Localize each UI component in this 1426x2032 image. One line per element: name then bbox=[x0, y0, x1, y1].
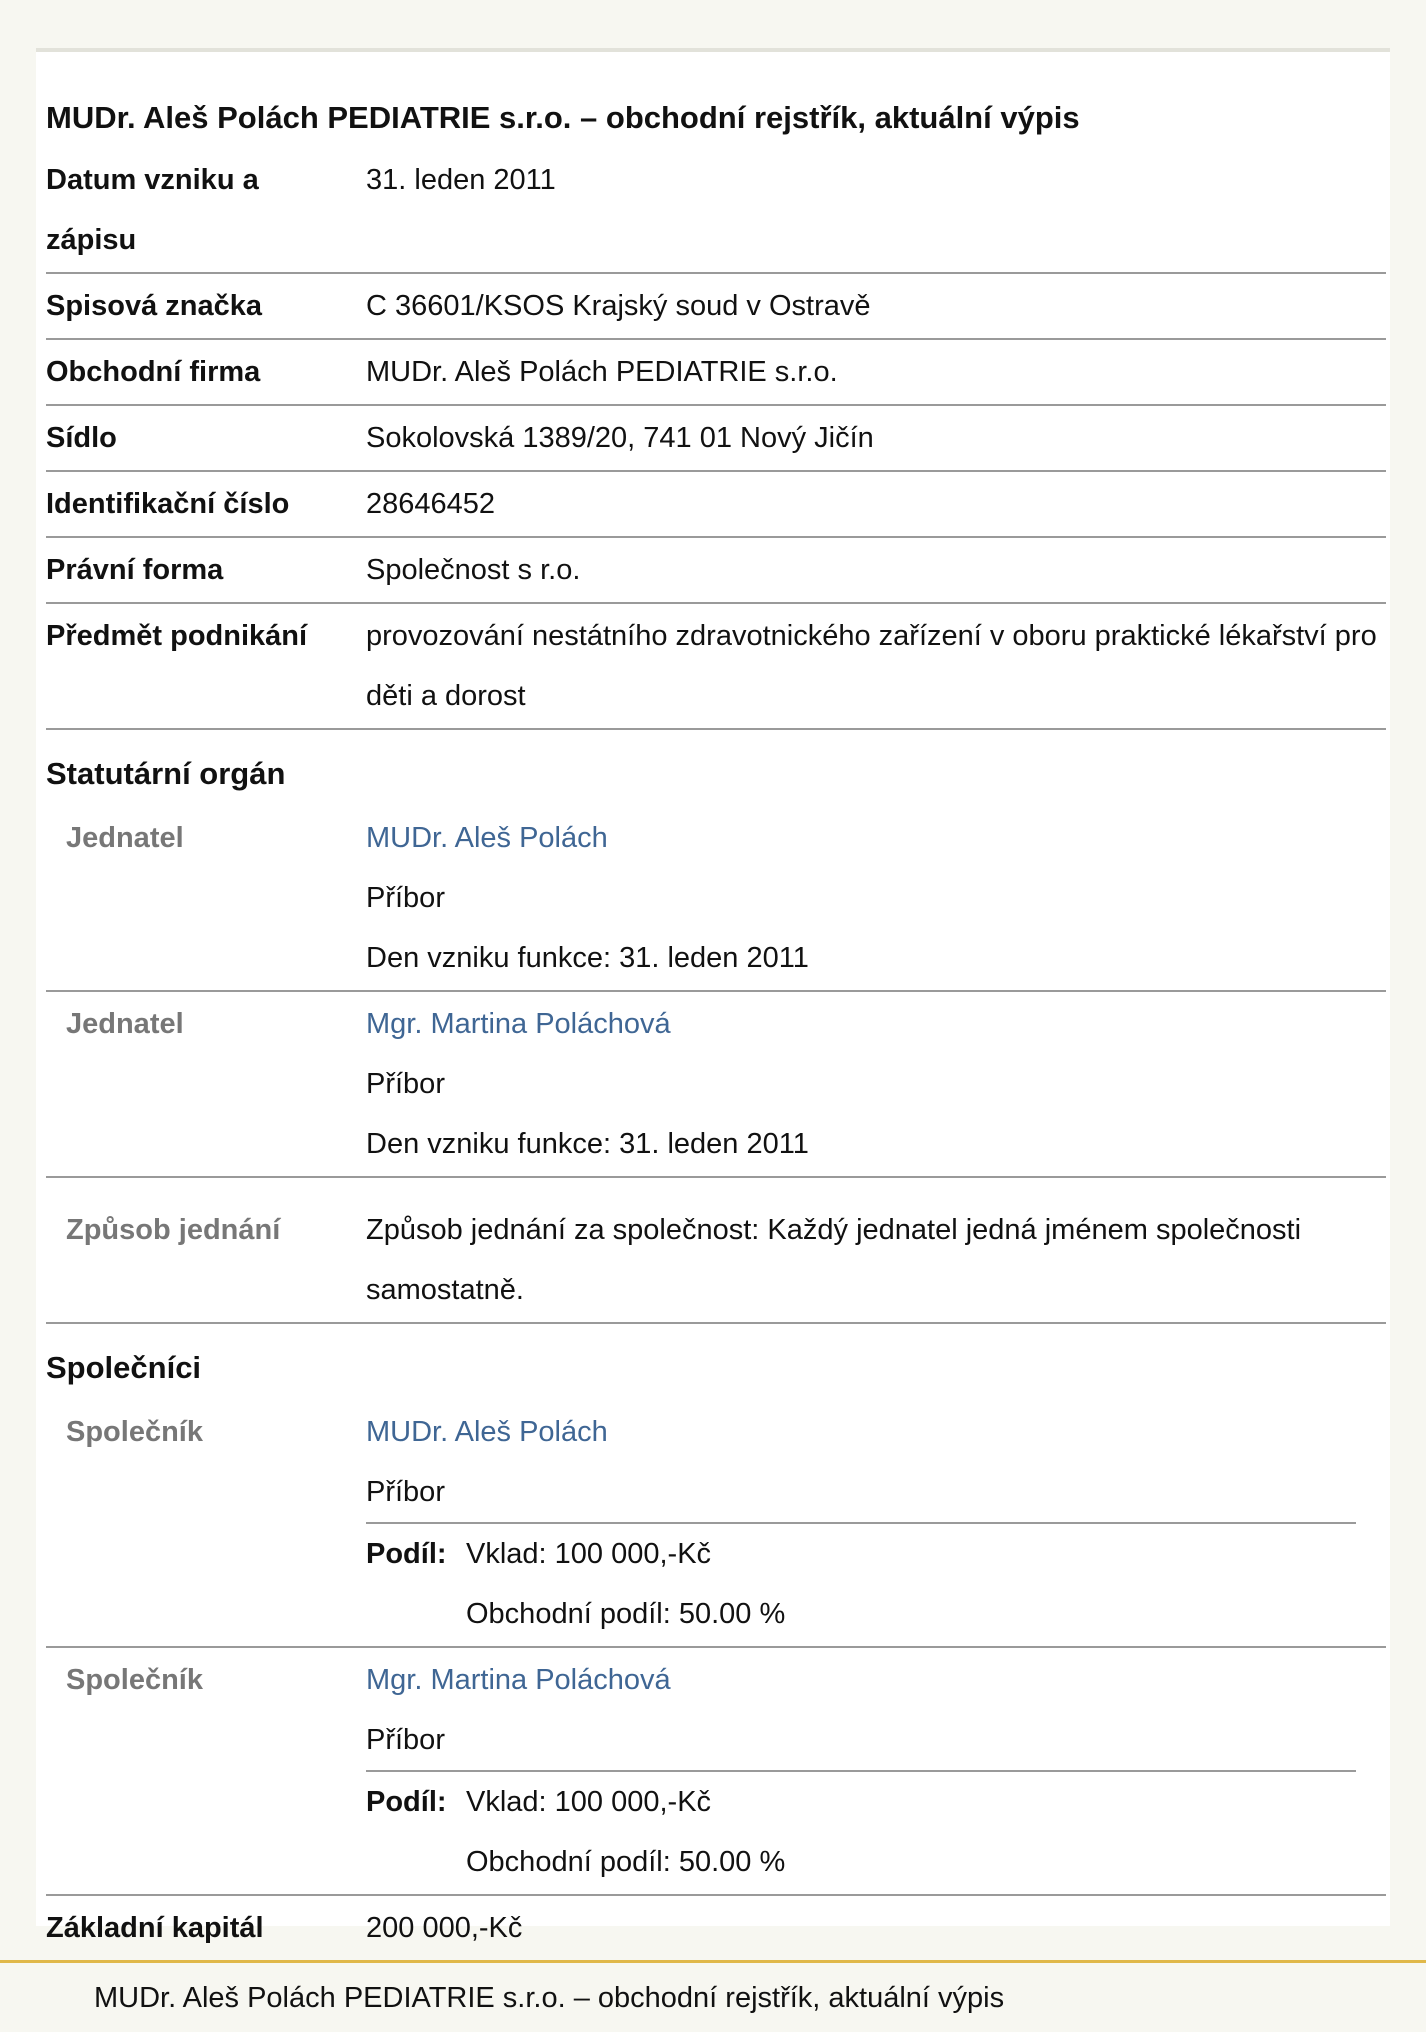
footer-caption: MUDr. Aleš Polách PEDIATRIE s.r.o. – obchodní rejstřík, aktuální výpis bbox=[94, 1982, 1005, 2014]
share-values bbox=[466, 1524, 1356, 1644]
page-title: MUDr. Aleš Polách PEDIATRIE s.r.o. – obchodní rejstřík, aktuální výpis bbox=[46, 100, 1080, 135]
register-extract-content bbox=[46, 52, 1386, 1962]
section-heading-statutory: Statutární orgán bbox=[46, 756, 286, 791]
field-label: Obchodní firma bbox=[46, 356, 261, 388]
share-values bbox=[466, 1772, 1356, 1892]
field-label: Identifikační číslo bbox=[46, 488, 290, 520]
member-name-link[interactable]: Mgr. Martina Poláchová bbox=[366, 1008, 671, 1040]
member-city: Příbor bbox=[366, 1068, 445, 1100]
conduct-label: Způsob jednání bbox=[66, 1214, 281, 1246]
partner-member bbox=[46, 1648, 1386, 1896]
field-label: Základní kapitál bbox=[46, 1912, 264, 1944]
share-percent: Obchodní podíl: 50.00 % bbox=[466, 1598, 786, 1630]
field-row-file-number bbox=[46, 274, 1386, 340]
member-city: Příbor bbox=[366, 882, 445, 914]
share-deposit: Vklad: 100 000,-Kč bbox=[466, 1538, 712, 1570]
field-value: MUDr. Aleš Polách PEDIATRIE s.r.o. bbox=[366, 356, 838, 388]
member-details bbox=[366, 1648, 1386, 1894]
member-role: Společník bbox=[66, 1416, 203, 1448]
footer-rule bbox=[0, 1960, 1426, 1963]
share-block bbox=[366, 1770, 1356, 1892]
field-row-business-name bbox=[46, 340, 1386, 406]
field-label: Právní forma bbox=[46, 554, 224, 586]
member-role: Jednatel bbox=[66, 1008, 184, 1040]
share-label: Podíl: bbox=[366, 1786, 447, 1818]
partner-member bbox=[46, 1400, 1386, 1648]
register-extract-card bbox=[36, 52, 1390, 1944]
member-details bbox=[366, 1400, 1386, 1646]
field-row-founding-date bbox=[46, 148, 1386, 274]
field-label: Spisová značka bbox=[46, 290, 262, 322]
member-since: Den vzniku funkce: 31. leden 2011 bbox=[366, 1128, 809, 1160]
field-row-id-number bbox=[46, 472, 1386, 538]
member-city: Příbor bbox=[366, 1476, 445, 1508]
statutory-member bbox=[46, 806, 1386, 992]
field-row-legal-form bbox=[46, 538, 1386, 604]
field-value: Společnost s r.o. bbox=[366, 554, 581, 586]
field-value: C 36601/KSOS Krajský soud v Ostravě bbox=[366, 290, 871, 322]
statutory-member bbox=[46, 992, 1386, 1178]
share-deposit: Vklad: 100 000,-Kč bbox=[466, 1786, 712, 1818]
field-row-business-subject bbox=[46, 604, 1386, 730]
member-details bbox=[366, 806, 1386, 990]
member-name-link[interactable]: MUDr. Aleš Polách bbox=[366, 822, 608, 854]
field-value: 31. leden 2011 bbox=[366, 164, 556, 196]
section-heading-partners: Společníci bbox=[46, 1350, 202, 1385]
field-label: Sídlo bbox=[46, 422, 117, 454]
share-percent: Obchodní podíl: 50.00 % bbox=[466, 1846, 786, 1878]
field-value: 200 000,-Kč bbox=[366, 1912, 523, 1944]
field-row-seat bbox=[46, 406, 1386, 472]
share-block bbox=[366, 1522, 1356, 1644]
share-label: Podíl: bbox=[366, 1538, 447, 1570]
field-row-capital bbox=[46, 1896, 1386, 1962]
field-value: provozování nestátního zdravotnického zařízení v oboru praktické lékařství pro děti a dorost bbox=[366, 620, 1377, 712]
conduct-row bbox=[46, 1178, 1386, 1324]
field-label: Předmět podnikání bbox=[46, 620, 308, 652]
member-details bbox=[366, 992, 1386, 1176]
member-name-link[interactable]: Mgr. Martina Poláchová bbox=[366, 1664, 671, 1696]
conduct-value: Způsob jednání za společnost: Každý jednatel jedná jménem společnosti samostatně. bbox=[366, 1214, 1302, 1306]
field-value: Sokolovská 1389/20, 741 01 Nový Jičín bbox=[366, 422, 874, 454]
field-label: Datum vzniku a zápisu bbox=[46, 164, 259, 256]
member-role: Jednatel bbox=[66, 822, 184, 854]
member-name-link[interactable]: MUDr. Aleš Polách bbox=[366, 1416, 608, 1448]
member-since: Den vzniku funkce: 31. leden 2011 bbox=[366, 942, 809, 974]
field-value: 28646452 bbox=[366, 488, 496, 520]
member-role: Společník bbox=[66, 1664, 203, 1696]
member-city: Příbor bbox=[366, 1724, 445, 1756]
